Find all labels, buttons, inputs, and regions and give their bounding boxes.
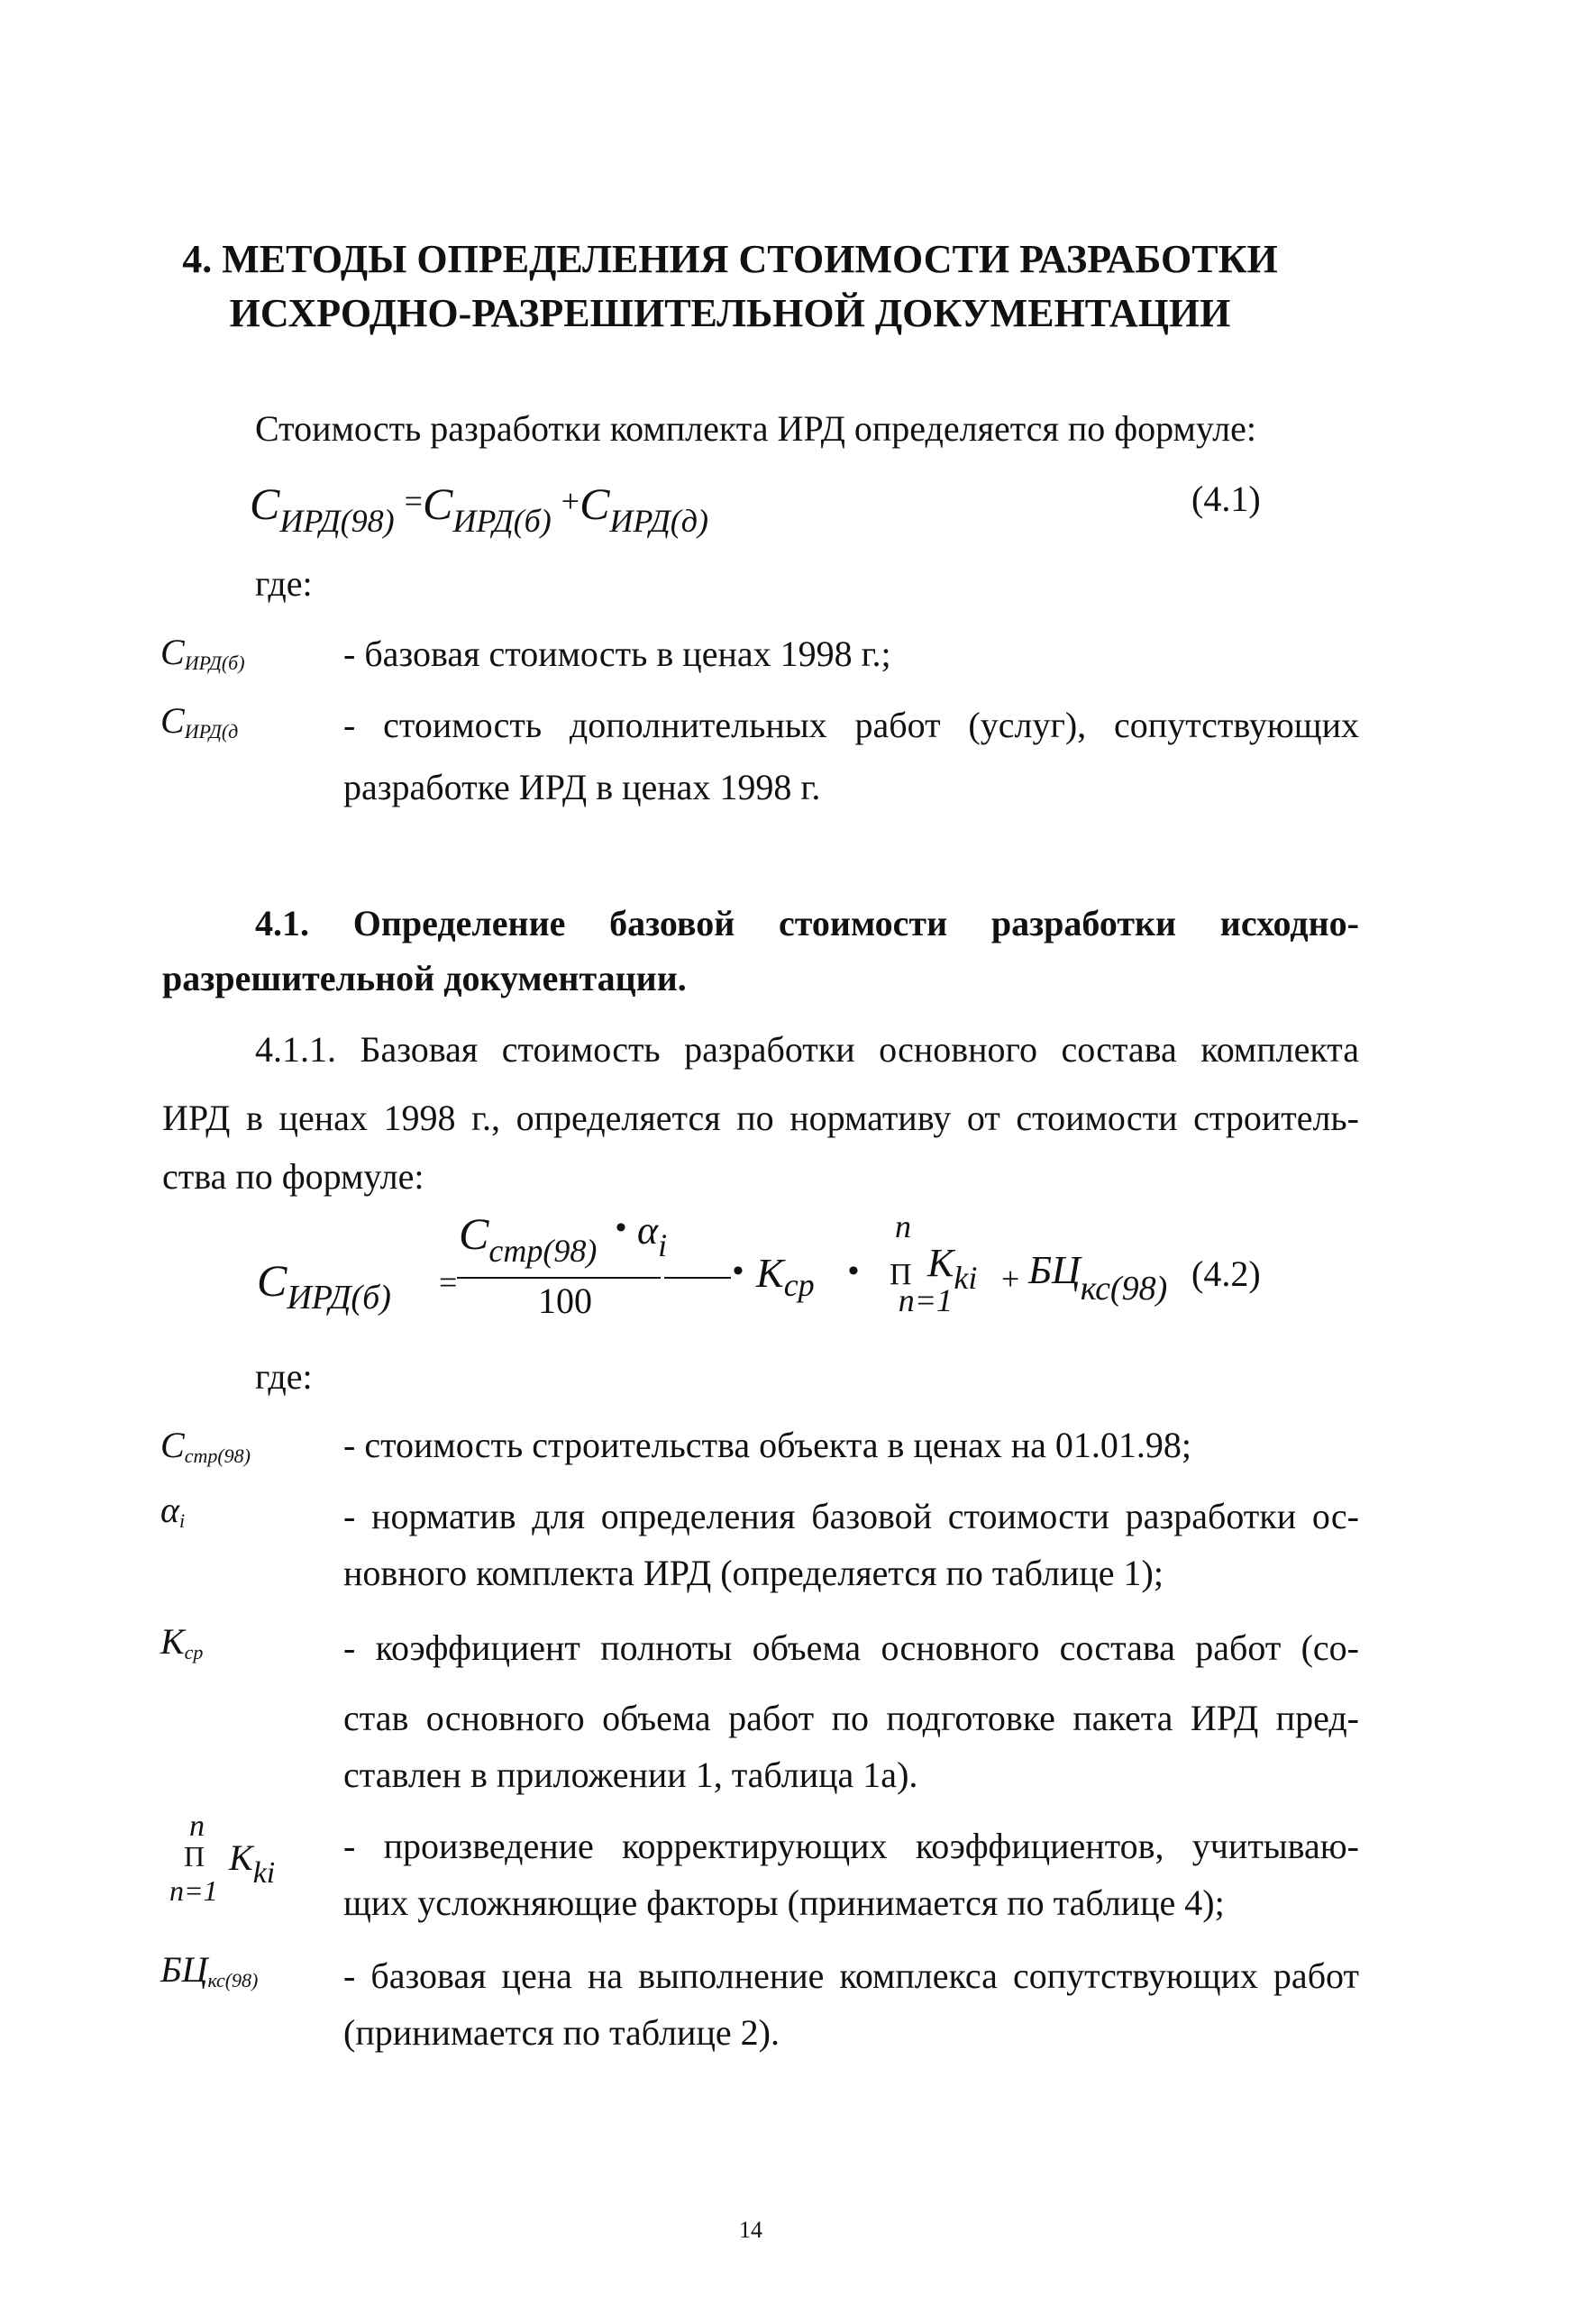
f2-bullet-1: • — [616, 1211, 626, 1244]
heading-line-2: ИСХРОДНО-РАЗРЕШИТЕЛЬНОЙ ДОКУМЕНТАЦИИ — [229, 291, 1231, 335]
eq-number-4-1: (4.1) — [1191, 478, 1261, 519]
para-411-line-1: 4.1.1. Базовая стоимость разработки основного состава комплекта — [255, 1029, 1359, 1070]
f2-numerator: Cстр(98) — [459, 1208, 598, 1269]
def-kcp-symbol: $К_{ср}$ — [160, 1621, 204, 1663]
f2-prod-symbol: Π — [890, 1258, 912, 1291]
f1-eq: = — [404, 483, 423, 519]
def-kcp-line-2: став основного объема работ по подготовке пакета ИРД пред- — [343, 1698, 1359, 1738]
def-bc-symbol: $БЦ_{кс(98)}$ — [160, 1949, 259, 1991]
def2-text-line-2: разработке ИРД в ценах 1998 г. — [343, 767, 821, 807]
f1-t2-base: C — [580, 478, 610, 529]
f1-t1-base: C — [422, 478, 453, 529]
f2-bullet-3: • — [848, 1254, 859, 1288]
def2-symbol: $С_{ИРД(д}$ — [160, 700, 239, 743]
eq-number-4-2: (4.2) — [1191, 1253, 1261, 1294]
f2-prod-bottom: n=1 — [898, 1282, 953, 1318]
where-label-2: где: — [255, 1356, 313, 1397]
f2-kcp: Kср — [756, 1250, 815, 1303]
heading-line-1: 4. МЕТОДЫ ОПРЕДЕЛЕНИЯ СТОИМОСТИ РАЗРАБОТКИ — [182, 237, 1278, 281]
f2-fraction-bar-2 — [664, 1277, 731, 1279]
def-bc-line-1: - базовая цена на выполнение комплекса сопутствующих работ — [343, 1955, 1359, 1996]
para-411-line-2: ИРД в ценах 1998 г., определяется по нормативу от стоимости строитель- — [162, 1098, 1359, 1138]
def-prod-line-2: щих усложняющие факторы (принимается по таблице 4); — [343, 1882, 1225, 1923]
f2-fraction-bar — [457, 1277, 661, 1279]
para-411-line-3: ства по формуле: — [162, 1156, 424, 1197]
f1-lhs-base: C — [250, 478, 280, 529]
def-prod-line-1: - произведение корректирующих коэффициентов, учитываю- — [343, 1826, 1359, 1866]
f2-bullet-2: • — [733, 1254, 744, 1288]
f1-t1-sub: ИРД(б) — [452, 503, 552, 539]
def-alpha-symbol: $\alpha_i$ — [160, 1490, 186, 1532]
f1-lhs-sub: ИРД(98) — [279, 503, 395, 539]
f2-bc: БЦкс(98) — [1028, 1248, 1168, 1308]
def-prod-symbol: n Π n=1 Kki — [169, 1809, 276, 1907]
where-label-1: где: — [255, 563, 313, 604]
def2-text-line-1: - стоимость дополнительных работ (услуг), сопутствующих — [343, 705, 1359, 745]
formula-4-2 — [257, 1208, 1212, 1352]
f1-plus: + — [561, 483, 580, 519]
f2-plus: + — [1001, 1261, 1020, 1297]
f2-lhs: CИРД(б) — [257, 1255, 391, 1317]
def-cstr-text: - стоимость строительства объекта в ценах на 01.01.98; — [343, 1425, 1192, 1465]
def-cstr-symbol: $С_{стр(98)}$ — [160, 1425, 251, 1467]
section-title-line-2: разрешительной документации. — [162, 958, 687, 998]
page-number: 14 — [739, 2217, 762, 2243]
def1-text: - базовая стоимость в ценах 1998 г.; — [343, 633, 891, 674]
intro-text: Стоимость разработки комплекта ИРД определяется по формуле: — [255, 408, 1256, 449]
section-title-line-1: 4.1. Определение базовой стоимости разработки исходно- — [255, 903, 1359, 943]
formula-4-1 — [250, 478, 708, 539]
def-alpha-line-1: - норматив для определения базовой стоимости разработки ос- — [343, 1496, 1359, 1536]
f2-eq: = — [439, 1264, 458, 1300]
f2-prod-top: n — [895, 1208, 911, 1244]
f2-alpha: αi — [637, 1208, 668, 1263]
f2-denominator: 100 — [538, 1280, 592, 1321]
def-bc-line-2: (принимается по таблице 2). — [343, 2012, 780, 2053]
def-kcp-line-1: - коэффициент полноты объема основного состава работ (со- — [343, 1627, 1359, 1668]
f2-kki: Kki — [927, 1241, 978, 1296]
def-alpha-line-2: новного комплекта ИРД (определяется по таблице 1); — [343, 1553, 1164, 1593]
def-kcp-line-3: ставлен в приложении 1, таблица 1а). — [343, 1754, 918, 1795]
def1-symbol: $С_{ИРД(б)}$ — [160, 632, 245, 674]
f1-t2-sub: ИРД(д) — [609, 503, 708, 539]
